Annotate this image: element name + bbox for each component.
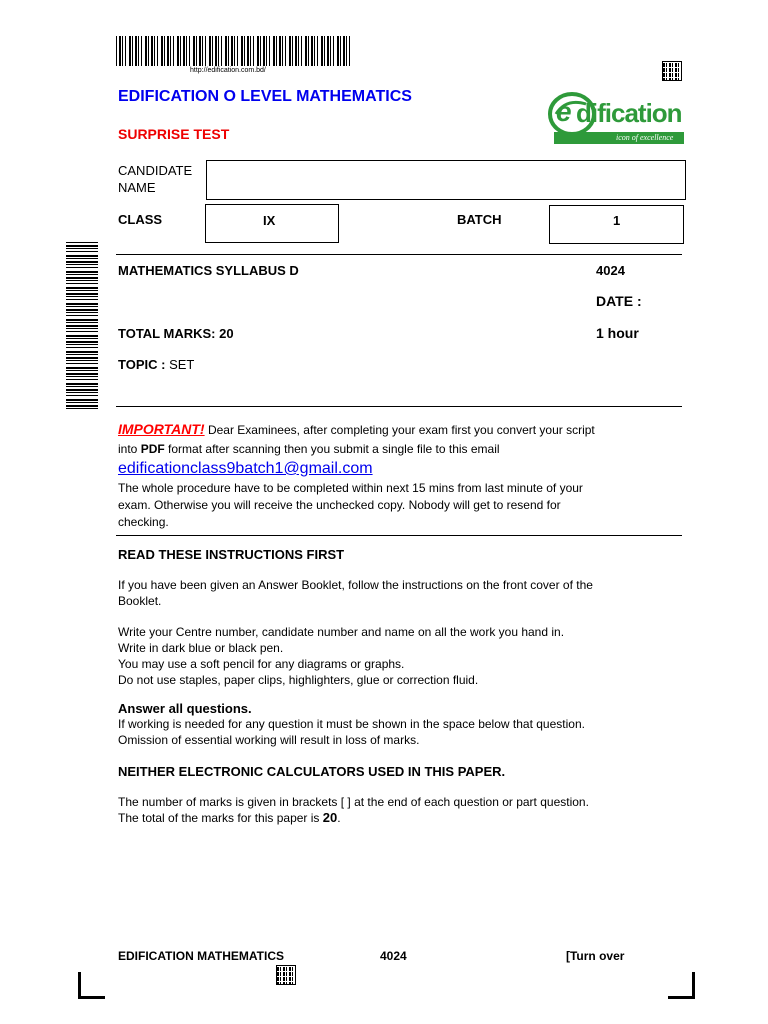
class-field[interactable] — [205, 204, 339, 243]
instructions-heading: READ THESE INSTRUCTIONS FIRST — [118, 547, 345, 562]
barcode-url: http://edification.com.bd/ — [190, 67, 266, 74]
topic-label: TOPIC : — [118, 357, 166, 372]
calculators-notice: NEITHER ELECTRONIC CALCULATORS USED IN THIS PAPER. — [118, 764, 506, 779]
instruction-line: Do not use staples, paper clips, highlighters, glue or correction fluid. — [118, 673, 479, 687]
notice-line-4: exam. Otherwise you will receive the unchecked copy. Nobody will get to resend for — [118, 498, 561, 512]
side-barcode — [66, 242, 98, 410]
total-marks-period: . — [337, 811, 341, 825]
important-notice — [118, 420, 678, 531]
notice-line-3: The whole procedure have to be completed within next 15 mins from last minute of your — [118, 481, 583, 495]
syllabus-label: MATHEMATICS SYLLABUS D — [118, 263, 299, 278]
logo-tagline: icon of excellence — [616, 133, 674, 142]
candidate-name-label: CANDIDATE NAME — [118, 163, 193, 195]
instruction-line: The number of marks is given in brackets [ ] at the end of each question or part question. — [118, 795, 589, 809]
logo-wordmark: dification — [576, 98, 682, 128]
notice-line-5: checking. — [118, 515, 169, 529]
batch-label: BATCH — [457, 212, 502, 227]
page-title: EDIFICATION O LEVEL MATHEMATICS — [118, 88, 412, 105]
page-subtitle: SURPRISE TEST — [118, 126, 230, 142]
instruction-line: If you have been given an Answer Booklet, follow the instructions on the front cover of the — [118, 578, 593, 592]
batch-field[interactable] — [549, 205, 684, 244]
corner-mark-right — [668, 972, 695, 999]
instructions-paragraph-2 — [118, 624, 564, 688]
qr-code-top — [663, 62, 681, 80]
total-marks-text: The total of the marks for this paper is — [118, 811, 320, 825]
instruction-line: Omission of essential working will result in loss of marks. — [118, 733, 420, 747]
syllabus-code: 4024 — [596, 263, 625, 278]
class-value: IX — [263, 213, 276, 228]
qr-code-bottom — [277, 966, 295, 984]
answer-all-heading: Answer all questions. — [118, 701, 252, 716]
corner-mark-left — [78, 972, 105, 999]
notice-line-1: Dear Examinees, after completing your exam first you convert your script — [207, 423, 595, 437]
top-barcode — [116, 36, 350, 66]
email-link[interactable]: edificationclass9batch1@gmail.com — [118, 460, 373, 477]
duration: 1 hour — [596, 325, 639, 341]
class-label: CLASS — [118, 212, 163, 227]
instructions-paragraph-3 — [118, 716, 585, 748]
notice-line-2-post: format after scanning then you submit a single file to this email — [168, 442, 500, 456]
logo-letter: e — [556, 96, 572, 127]
instruction-line: You may use a soft pencil for any diagrams or graphs. — [118, 657, 405, 671]
total-marks-value: 20 — [322, 810, 338, 825]
batch-value: 1 — [613, 213, 621, 228]
footer-left: EDIFICATION MATHEMATICS — [118, 949, 284, 963]
divider — [116, 535, 682, 536]
edification-logo — [546, 88, 686, 146]
important-tag: IMPORTANT! — [118, 421, 205, 437]
date-label: DATE : — [596, 293, 642, 309]
instructions-paragraph-4 — [118, 794, 589, 826]
divider — [116, 406, 682, 407]
notice-line-2-pre: into — [118, 442, 138, 456]
divider — [116, 254, 682, 255]
footer-code: 4024 — [380, 949, 407, 963]
instruction-line: If working is needed for any question it must be shown in the space below that question. — [118, 717, 585, 731]
instruction-line: Booklet. — [118, 594, 162, 608]
instructions-paragraph-1 — [118, 577, 593, 609]
instruction-line: Write your Centre number, candidate number and name on all the work you hand in. — [118, 625, 565, 639]
footer-turn-over: [Turn over — [566, 949, 625, 963]
topic-value: SET — [169, 357, 195, 372]
notice-pdf: PDF — [140, 442, 165, 456]
instruction-line: Write in dark blue or black pen. — [118, 641, 284, 655]
total-marks: TOTAL MARKS: 20 — [118, 326, 234, 341]
candidate-name-field[interactable] — [206, 160, 686, 200]
